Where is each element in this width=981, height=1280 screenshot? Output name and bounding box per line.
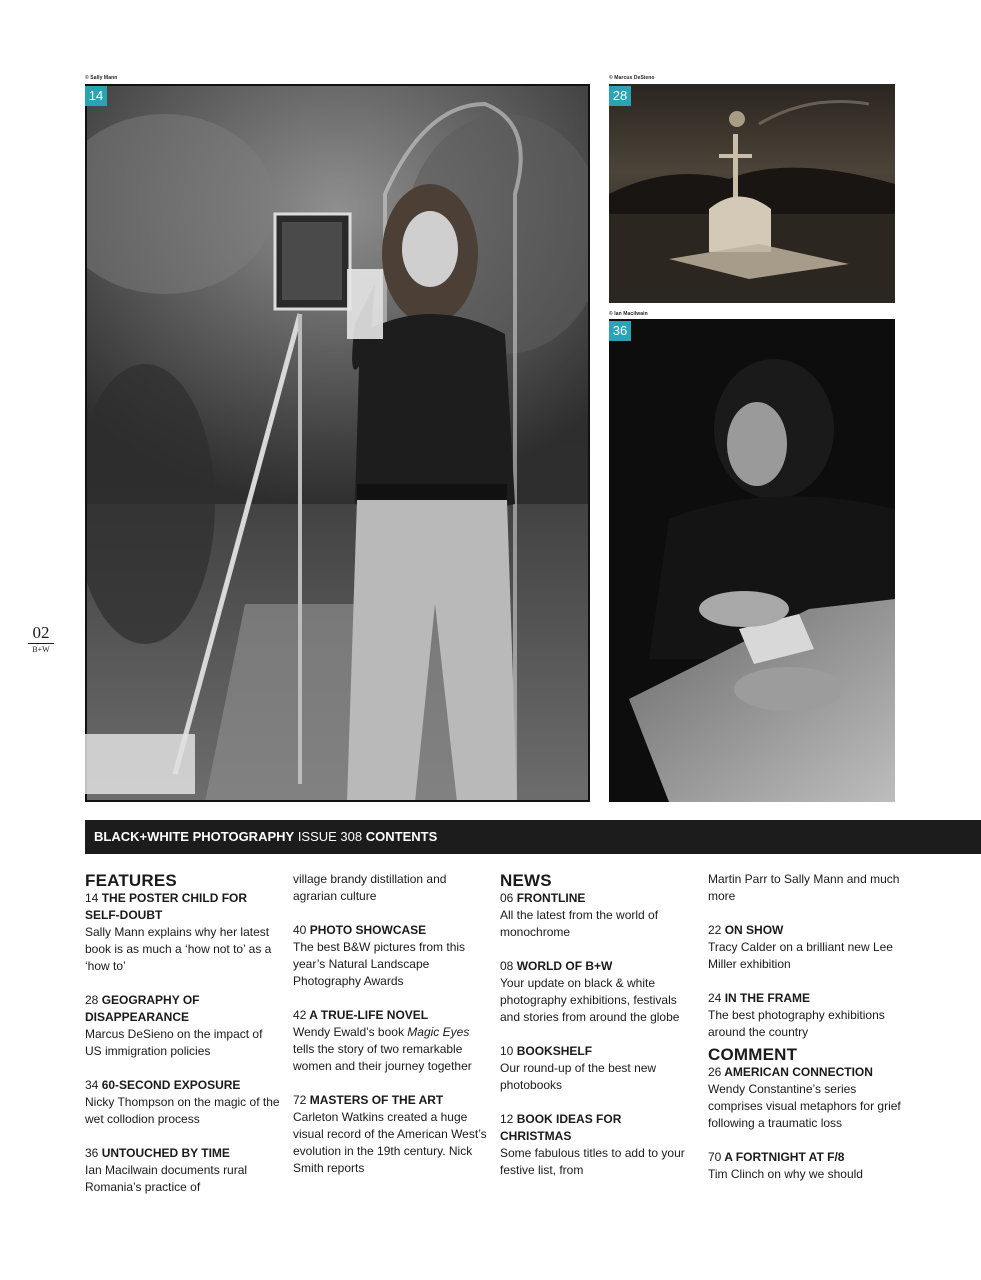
toc-entry[interactable] [500, 1043, 696, 1094]
toc-entry[interactable] [293, 922, 489, 990]
toc-title: FRONTLINE [516, 891, 586, 905]
toc-entry[interactable] [85, 890, 281, 975]
features-column-continued [293, 871, 489, 1194]
issue-number: ISSUE 308 [297, 829, 363, 844]
page-number: 02 [28, 624, 54, 644]
folio-magazine: B+W [32, 645, 50, 654]
old-woman-photo-graphic [609, 319, 895, 802]
toc-title: A FORTNIGHT AT F/8 [724, 1150, 845, 1164]
toc-description: The best photography exhibitions around the country [708, 1008, 885, 1039]
toc-description: Tracy Calder on a brilliant new Lee Miller exhibition [708, 940, 893, 971]
toc-description: village brandy distillation and agrarian culture [293, 872, 447, 903]
toc-page-number: 14 [85, 891, 99, 905]
toc-entry[interactable] [85, 1077, 281, 1128]
page-badge-main: 14 [85, 86, 107, 106]
toc-entry[interactable] [708, 1064, 904, 1132]
toc-description: Some fabulous titles to add to your festive list, from [500, 1146, 685, 1177]
toc-description: Nicky Thompson on the magic of the wet collodion process [85, 1095, 280, 1126]
photo-credit-main: © Sally Mann [85, 75, 118, 81]
toc-page-number: 34 [85, 1078, 99, 1092]
toc-title: UNTOUCHED BY TIME [101, 1146, 230, 1160]
toc-entry[interactable] [85, 1145, 281, 1196]
toc-entry[interactable] [85, 992, 281, 1060]
toc-page-number: 10 [500, 1044, 514, 1058]
toc-entry[interactable] [708, 990, 904, 1041]
toc-entry[interactable] [500, 958, 696, 1026]
toc-entry[interactable] [708, 922, 904, 973]
toc-description: Marcus DeSieno on the impact of US immigration policies [85, 1027, 263, 1058]
news-heading: NEWS [500, 871, 552, 890]
toc-title: WORLD OF B+W [516, 959, 613, 973]
toc-page-number: 72 [293, 1093, 307, 1107]
toc-title: PHOTO SHOWCASE [309, 923, 427, 937]
toc-page-number: 36 [85, 1146, 99, 1160]
toc-title: BOOKSHELF [516, 1044, 593, 1058]
toc-continuation [293, 871, 489, 905]
toc-page-number: 42 [293, 1008, 307, 1022]
toc-description: Your update on black & white photography exhibitions, festivals and stories from around the globe [500, 976, 680, 1024]
page-folio [28, 624, 54, 655]
toc-entry[interactable] [708, 1149, 904, 1183]
toc-page-number: 22 [708, 923, 722, 937]
page-badge-top-right: 28 [609, 86, 631, 106]
top-right-photo [609, 84, 895, 303]
contents-label: CONTENTS [365, 829, 438, 844]
toc-title: IN THE FRAME [724, 991, 811, 1005]
toc-description: Tim Clinch on why we should [708, 1167, 863, 1181]
toc-title: BOOK IDEAS FOR CHRISTMAS [500, 1112, 622, 1143]
toc-title: ON SHOW [724, 923, 784, 937]
toc-page-number: 70 [708, 1150, 722, 1164]
comment-heading: COMMENT [708, 1045, 798, 1064]
toc-title: 60-SECOND EXPOSURE [101, 1078, 241, 1092]
toc-title: MASTERS OF THE ART [309, 1093, 444, 1107]
toc-page-number: 24 [708, 991, 722, 1005]
news-comment-column [708, 871, 904, 1200]
features-heading: FEATURES [85, 871, 177, 890]
toc-description: Our round-up of the best new photobooks [500, 1061, 657, 1092]
toc-title: A TRUE-LIFE NOVEL [309, 1008, 429, 1022]
toc-description: Wendy Ewald’s book Magic Eyes tells the story of two remarkable women and their journey together [293, 1025, 472, 1073]
toc-description: Martin Parr to Sally Mann and much more [708, 872, 900, 903]
toc-entry[interactable] [500, 890, 696, 941]
toc-description: Wendy Constantine’s series comprises visual metaphors for grief following a traumatic loss [708, 1082, 901, 1130]
features-column [85, 871, 281, 1213]
book-title: Magic Eyes [407, 1025, 470, 1039]
photo-credit-top-right: © Marcus DeSieno [609, 75, 655, 81]
toc-entry[interactable] [500, 1111, 696, 1179]
toc-page-number: 08 [500, 959, 514, 973]
toc-description: Sally Mann explains why her latest book is as much a ‘how not to’ as a ‘how to’ [85, 925, 272, 973]
magazine-name: BLACK+WHITE PHOTOGRAPHY [94, 829, 295, 844]
photo-credit-bottom-right: © Ian Macilwain [609, 311, 648, 317]
news-column [500, 871, 696, 1196]
toc-page-number: 12 [500, 1112, 514, 1126]
toc-title: GEOGRAPHY OF DISAPPEARANCE [85, 993, 200, 1024]
portrait-photo-graphic [85, 84, 590, 802]
toc-page-number: 40 [293, 923, 307, 937]
bottom-right-photo [609, 319, 895, 802]
toc-description: Carleton Watkins created a huge visual record of the American West’s evolution in the 19th century. Nick Smith reports [293, 1110, 487, 1175]
toc-entry[interactable] [293, 1007, 489, 1075]
toc-title: AMERICAN CONNECTION [724, 1065, 873, 1079]
toc-page-number: 28 [85, 993, 99, 1007]
toc-page-number: 26 [708, 1065, 722, 1079]
main-photo [85, 84, 590, 802]
grave-cross-photo-graphic [609, 84, 895, 303]
toc-title: THE POSTER CHILD FOR SELF-DOUBT [85, 891, 248, 922]
contents-header-bar [85, 820, 981, 854]
toc-description: Ian Macilwain documents rural Romania’s practice of [85, 1163, 248, 1194]
toc-continuation [708, 871, 904, 905]
toc-entry[interactable] [293, 1092, 489, 1177]
toc-description: The best B&W pictures from this year’s Natural Landscape Photography Awards [293, 940, 466, 988]
toc-description: All the latest from the world of monochrome [500, 908, 659, 939]
page-badge-bottom-right: 36 [609, 321, 631, 341]
toc-page-number: 06 [500, 891, 514, 905]
